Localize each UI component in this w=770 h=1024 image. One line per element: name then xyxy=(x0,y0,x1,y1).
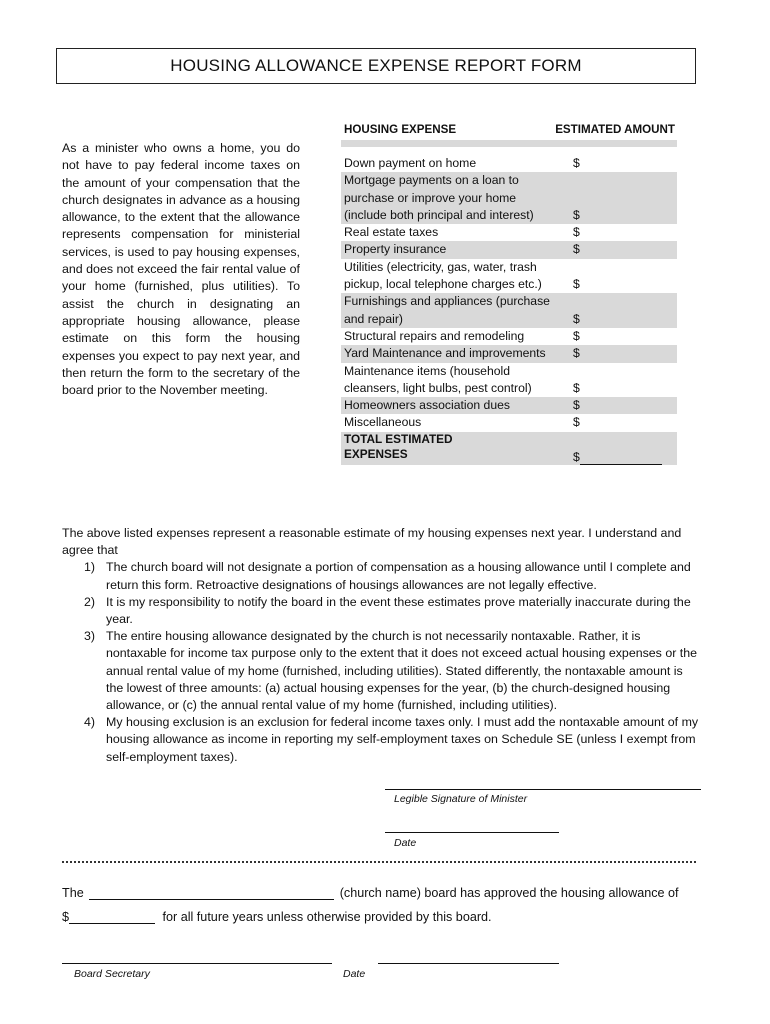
header-shade-bar xyxy=(341,140,677,147)
header-estimated-amount: ESTIMATED AMOUNT xyxy=(555,123,675,136)
form-title: HOUSING ALLOWANCE EXPENSE REPORT FORM xyxy=(170,56,582,75)
row-label: Down payment on home xyxy=(344,156,477,170)
total-amount[interactable] xyxy=(573,450,662,465)
list-number: 1) xyxy=(84,560,96,575)
row-amount[interactable]: $ xyxy=(573,207,580,222)
expense-row-real-estate-taxes[interactable] xyxy=(341,224,677,241)
approval-dollar: $ xyxy=(62,910,70,924)
list-text: My housing exclusion is an exclusion for federal income taxes only. I must add the nontaxable amount of my housing allowance as income in reporting my self-employment taxes on Schedule SE (unless I exempt from self-employment taxes). xyxy=(106,715,699,764)
expense-table xyxy=(341,121,677,465)
statement-list xyxy=(62,559,702,765)
expense-row-furnishings[interactable] xyxy=(341,293,677,328)
list-text: The church board will not designate a portion of compensation as a housing allowance until I complete and return this form. Retroactive designations of housings allowances are not legally effective. xyxy=(106,560,691,592)
statement-intro: The above listed expenses represent a reasonable estimate of my housing expenses next year. I understand and agree that xyxy=(62,526,682,558)
list-item xyxy=(62,714,702,766)
expense-row-yard-maintenance[interactable] xyxy=(341,345,677,362)
total-dollar: $ xyxy=(573,449,580,464)
approval-line-2 xyxy=(62,910,492,924)
minister-date-label: Date xyxy=(394,837,417,849)
allowance-amount-field[interactable] xyxy=(69,911,155,924)
expense-row-maintenance-items[interactable] xyxy=(341,363,677,398)
list-number: 4) xyxy=(84,715,96,730)
approval-future-text: for all future years unless otherwise provided by this board. xyxy=(162,910,492,924)
expense-row-utilities[interactable] xyxy=(341,259,677,294)
header-housing-expense: HOUSING EXPENSE xyxy=(344,123,457,136)
list-text: The entire housing allowance designated by the church is not necessarily nontaxable. Rather, it is nontaxable for income tax purpose only to the extent that it does not exceed actual housing expenses or the annual rental value of my home (furnished, including utilities). Stated differently, the nontaxable amount is the lowest of three amounts: (a) actual housing expenses for the year, (b) the church-designed housing allowance, or (c) the annual rental value of my home (furnished, including utilities). xyxy=(106,629,698,713)
expense-row-hoa-dues[interactable] xyxy=(341,397,677,414)
row-label: Miscellaneous xyxy=(344,415,422,430)
church-name-field[interactable] xyxy=(89,887,334,900)
row-amount[interactable]: $ xyxy=(573,225,580,240)
form-title-box xyxy=(56,48,696,84)
row-amount[interactable]: $ xyxy=(573,380,580,395)
approval-the: The xyxy=(62,886,84,900)
row-amount[interactable]: $ xyxy=(573,398,580,413)
secretary-signature-line[interactable] xyxy=(62,963,332,964)
list-item xyxy=(62,559,702,593)
row-amount[interactable]: $ xyxy=(573,346,580,361)
expense-row-down-payment[interactable] xyxy=(341,155,677,172)
statement-section xyxy=(62,525,702,766)
total-label: TOTAL ESTIMATED EXPENSES xyxy=(344,431,453,461)
expense-row-mortgage[interactable] xyxy=(341,172,677,224)
header-gap xyxy=(341,147,677,155)
list-item xyxy=(62,628,702,714)
row-amount[interactable]: $ xyxy=(573,277,580,292)
list-item xyxy=(62,594,702,628)
expense-row-structural-repairs[interactable] xyxy=(341,328,677,345)
row-label: Maintenance items (household cleansers, light bulbs, pest control) xyxy=(344,363,532,395)
minister-date-line[interactable] xyxy=(385,832,559,833)
dotted-divider xyxy=(62,861,696,863)
minister-signature-line[interactable] xyxy=(385,789,701,790)
approval-church-text: (church name) board has approved the housing allowance of xyxy=(339,886,679,900)
list-number: 3) xyxy=(84,629,96,644)
row-label: Property insurance xyxy=(344,242,447,257)
row-amount[interactable]: $ xyxy=(573,242,580,257)
table-header xyxy=(341,121,677,139)
approval-line-1 xyxy=(62,886,679,900)
intro-paragraph: As a minister who owns a home, you do not have to pay federal income taxes on the amount of your compensation that the church designates in advance as a housing allowance, to the extent that the allowance represents compensation for ministerial services, is used to pay housing expenses, and does not exceed the fair rental value of your home (furnished, plus utilities). To assist the church in designating an appropriate housing allowance, please estimate on this form the housing expenses you expect to pay next year, and then return the form to the secretary of the board prior to the November meeting. xyxy=(62,141,300,398)
row-amount[interactable]: $ xyxy=(573,156,580,170)
row-label: Homeowners association dues xyxy=(344,398,510,413)
row-label: Utilities (electricity, gas, water, trash pickup, local telephone charges etc.) xyxy=(344,259,542,292)
expense-row-property-insurance[interactable] xyxy=(341,241,677,258)
expense-row-total[interactable] xyxy=(341,432,677,465)
minister-signature-label: Legible Signature of Minister xyxy=(394,793,528,805)
row-label: Yard Maintenance and improvements xyxy=(344,346,546,361)
row-label: Mortgage payments on a loan to purchase or improve your home (include both principal and interest) xyxy=(344,173,534,222)
secretary-label: Board Secretary xyxy=(74,968,150,980)
row-label: Furnishings and appliances (purchase and repair) xyxy=(344,294,550,326)
expense-row-miscellaneous[interactable] xyxy=(341,414,677,431)
list-number: 2) xyxy=(84,594,96,609)
list-text: It is my responsibility to notify the board in the event these estimates prove materially inaccurate during the year. xyxy=(106,594,691,627)
row-amount[interactable]: $ xyxy=(573,328,580,343)
row-label: Structural repairs and remodeling xyxy=(344,328,525,343)
row-amount[interactable]: $ xyxy=(573,311,580,326)
total-underline xyxy=(580,452,662,465)
row-amount[interactable]: $ xyxy=(573,415,580,430)
secretary-date-line[interactable] xyxy=(378,963,559,964)
secretary-date-label: Date xyxy=(343,968,366,980)
row-label: Real estate taxes xyxy=(344,225,439,240)
